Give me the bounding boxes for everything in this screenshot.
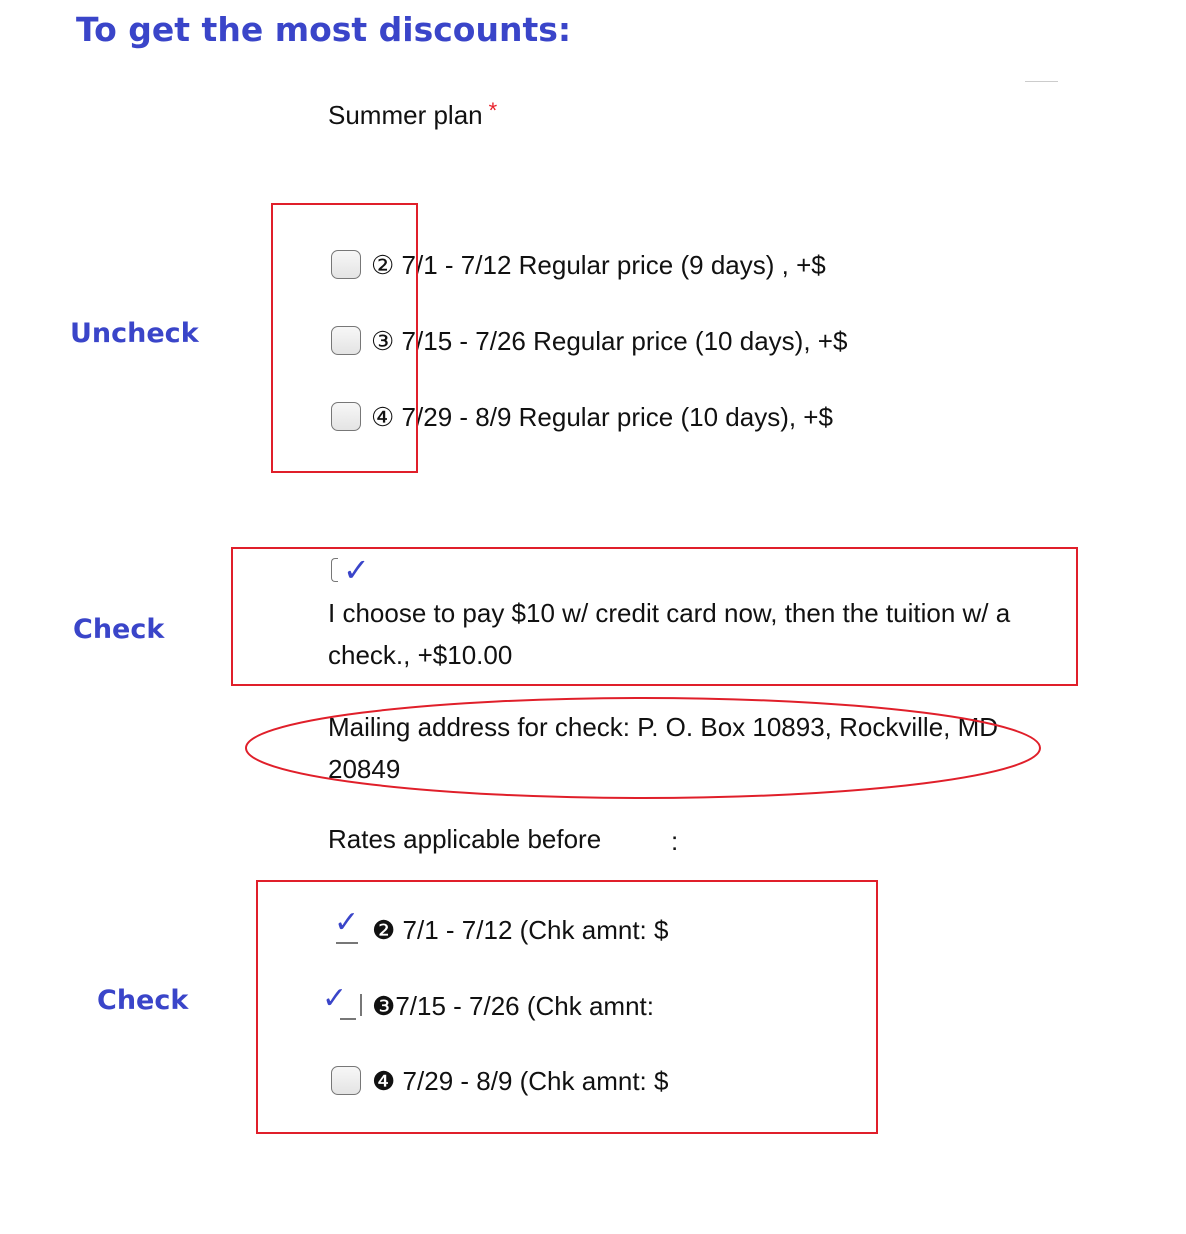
rates-label <box>328 824 601 855</box>
annotation-box-check-pay <box>231 547 1078 686</box>
summer-plan-label-text: Summer plan <box>328 100 483 130</box>
option-number-icon: ② <box>371 250 395 280</box>
uncheck-annotation: Uncheck <box>70 318 199 349</box>
annotation-ellipse <box>240 692 1050 808</box>
option-text: 7/29 - 8/9 (Chk amnt: $ <box>402 1066 669 1096</box>
option-number-icon: ❷ <box>372 915 396 945</box>
pay-option-label: I choose to pay $10 w/ credit card now, then the tuition w/ a check., +$10.00 <box>328 598 1011 670</box>
summer-plan-label <box>328 98 497 131</box>
rates-label-colon: : <box>671 826 679 856</box>
checkmark-icon: ✓ <box>334 905 360 940</box>
check-annotation-rates: Check <box>97 985 189 1016</box>
annotation-box-check-rates <box>256 880 878 1134</box>
summer-plan-option-4-label <box>371 402 847 433</box>
check-annotation-pay: Check <box>73 614 165 645</box>
checkmark-icon: ✓ <box>322 981 348 1016</box>
option-number-icon: ③ <box>371 326 395 356</box>
option-text: 7/1 - 7/12 Regular price (9 days) , +$ <box>401 250 826 280</box>
page-headline: To get the most discounts: <box>76 10 572 49</box>
summer-plan-option-3-label <box>371 326 865 357</box>
option-text: 7/15 - 7/26 (Chk amnt: <box>395 991 654 1021</box>
option-text: 7/29 - 8/9 Regular price (10 days), +$ <box>401 402 833 432</box>
option-text: 7/15 - 7/26 Regular price (10 days), +$ <box>401 326 848 356</box>
option-number-icon: ❹ <box>372 1066 396 1096</box>
rates-label-text: Rates applicable before <box>328 824 602 854</box>
option-number-icon: ④ <box>371 402 395 432</box>
annotation-box-uncheck <box>271 203 418 473</box>
required-asterisk: * <box>488 98 498 123</box>
summer-plan-option-2-label <box>371 250 839 281</box>
option-text: 7/1 - 7/12 (Chk amnt: $ <box>402 915 669 945</box>
divider-line <box>1025 81 1058 82</box>
option-number-icon: ❸ <box>372 991 396 1021</box>
checkmark-icon: ✓ <box>343 551 370 589</box>
mailing-address-text: Mailing address for check: P. O. Box 10893, Rockville, MD 20849 <box>328 712 999 784</box>
